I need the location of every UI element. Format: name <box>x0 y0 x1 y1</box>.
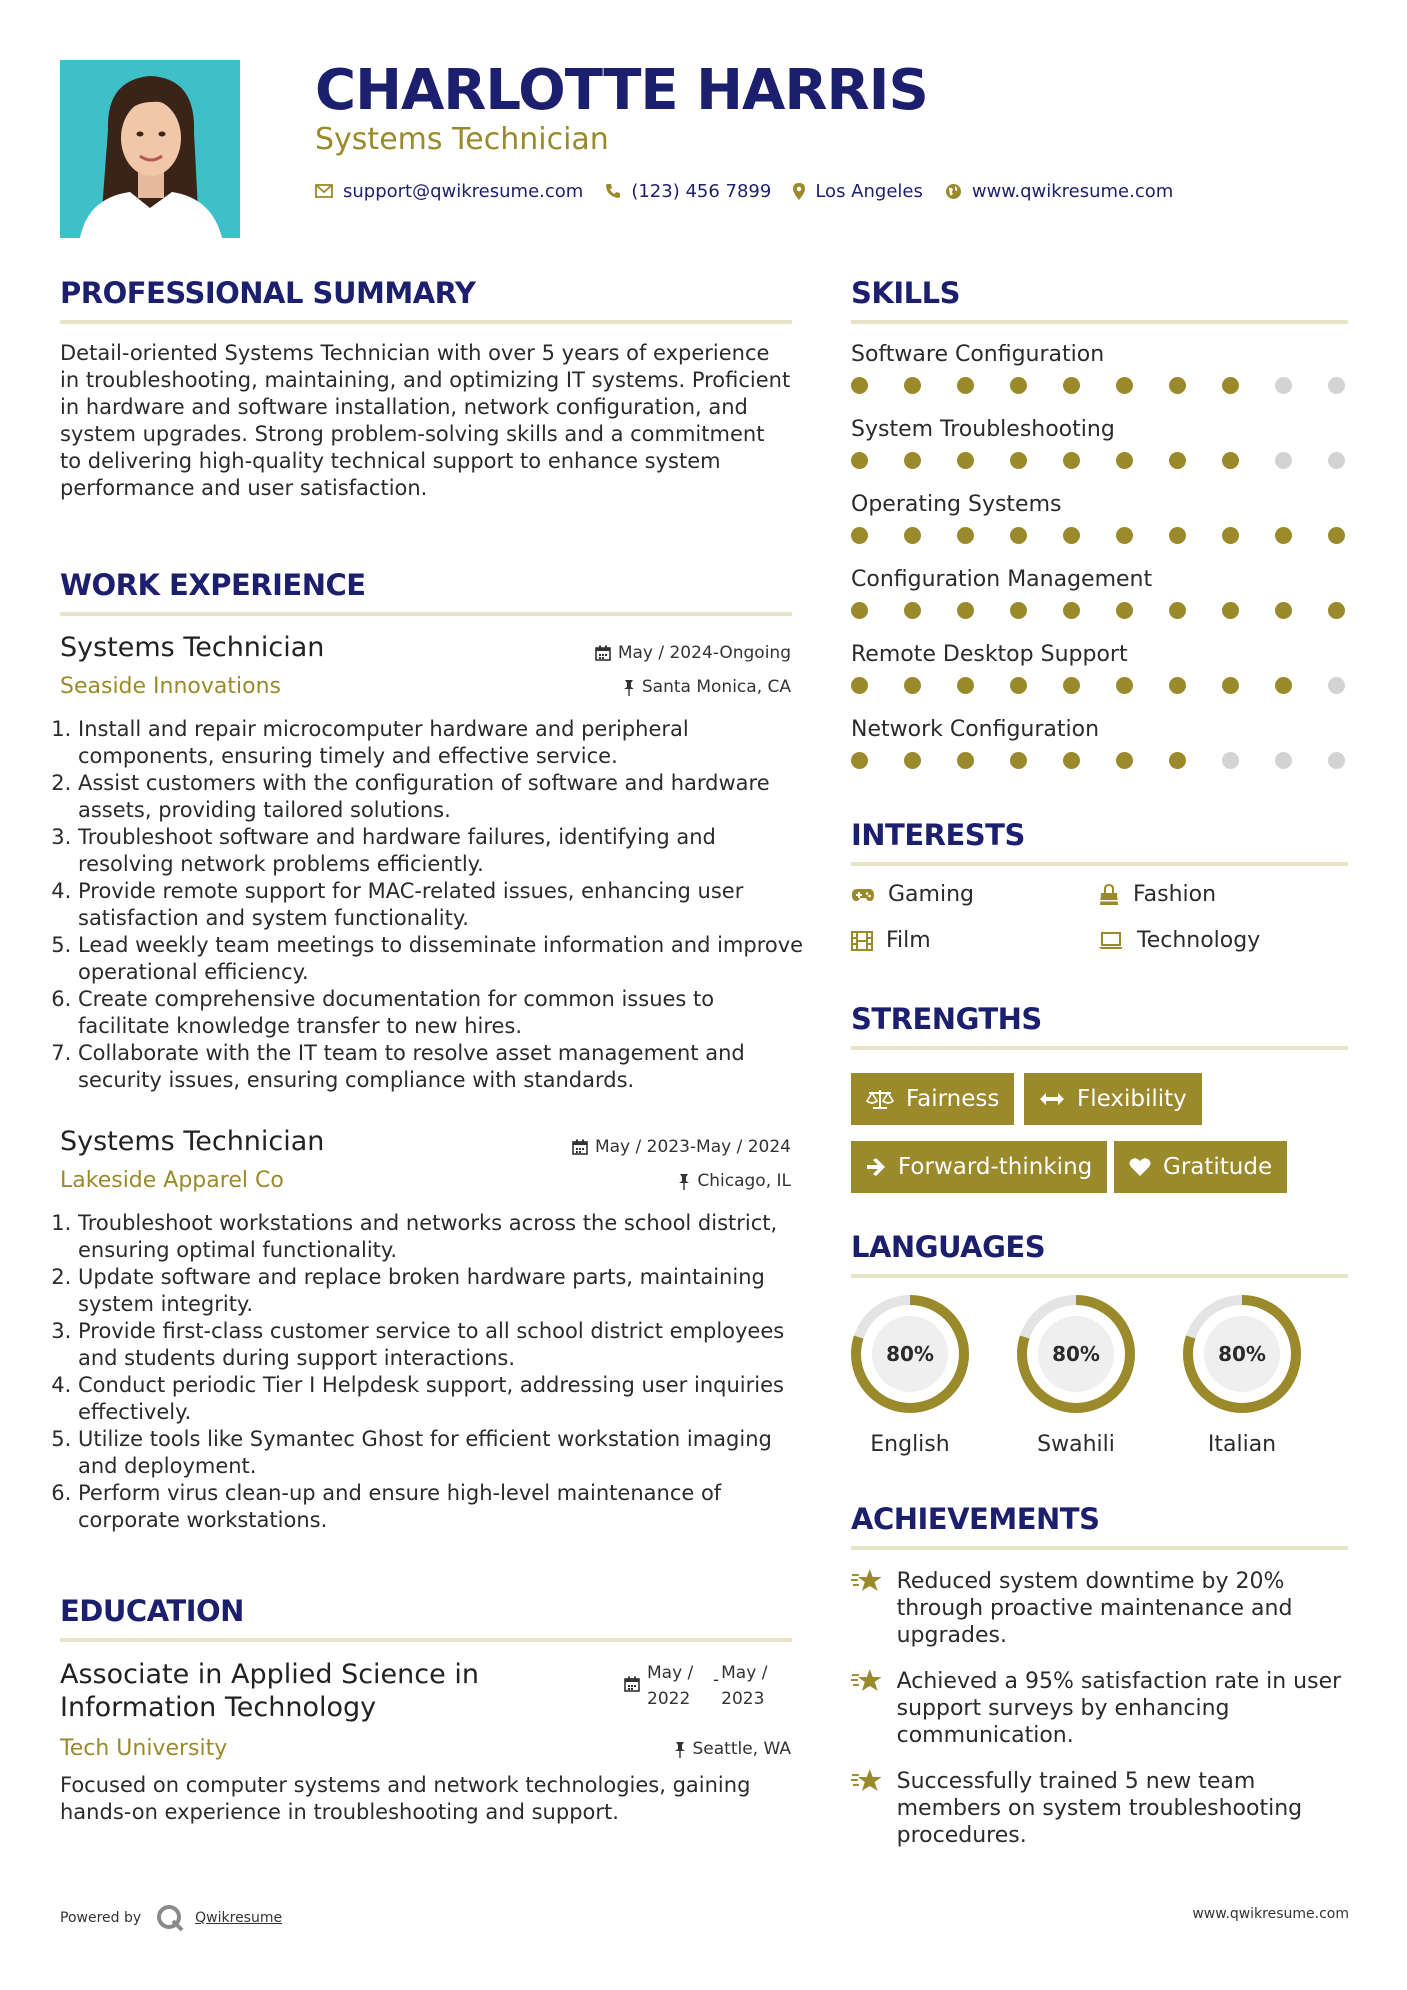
achievement-item <box>851 1668 1351 1749</box>
interest-label: Film <box>886 928 931 953</box>
job-dates-text: May / 2023-May / 2024 <box>594 1137 791 1157</box>
job-title: Systems Technician <box>60 632 325 663</box>
achievement-text: Successfully trained 5 new team members on system troubleshooting procedures. <box>896 1769 1303 1848</box>
skill-row <box>851 342 1351 395</box>
list-item: 7. Collaborate with the IT team to resolve asset management and security issues, ensuring compliance with standards. <box>78 1040 810 1094</box>
list-item: 6. Perform virus clean-up and ensure high-level maintenance of corporate workstations. <box>78 1480 810 1534</box>
strength-label: Forward-thinking <box>898 1154 1093 1180</box>
rating-dot-filled <box>957 752 974 769</box>
rating-dot-empty <box>1328 377 1345 394</box>
arrow-right-icon <box>866 1158 886 1176</box>
education-location <box>674 1739 792 1759</box>
achievements-divider <box>851 1546 1348 1550</box>
list-item: 3. Provide first-class customer service to all school district employees and students during support interactions. <box>78 1318 810 1372</box>
interest-fashion <box>1098 882 1216 907</box>
skill-label: Software Configuration <box>851 342 1105 367</box>
rating-dot-filled <box>851 752 868 769</box>
gamepad-icon <box>851 887 875 903</box>
language-percent-label: 80% <box>886 1342 934 1366</box>
interests-heading: INTERESTS <box>851 818 1025 852</box>
interest-label: Technology <box>1137 928 1261 953</box>
interest-label: Gaming <box>888 882 974 907</box>
education-date-end: May / 2023 <box>721 1663 768 1709</box>
skill-label: Configuration Management <box>851 567 1153 592</box>
rating-dot-filled <box>851 602 868 619</box>
rating-dot-filled <box>1116 377 1133 394</box>
experience-heading: WORK EXPERIENCE <box>60 568 366 602</box>
rating-dot-filled <box>904 602 921 619</box>
strength-label: Flexibility <box>1077 1086 1187 1112</box>
rating-dot-filled <box>1063 752 1080 769</box>
skills-divider <box>851 320 1348 324</box>
rating-dot-filled <box>1116 452 1133 469</box>
skills-heading: SKILLS <box>851 276 960 310</box>
education-date-separator: - <box>713 1670 720 1690</box>
language-percent-label: 80% <box>1218 1342 1266 1366</box>
achievement-item <box>851 1568 1351 1649</box>
skill-label: Remote Desktop Support <box>851 642 1128 667</box>
strength-badge <box>1114 1141 1287 1193</box>
education-heading: EDUCATION <box>60 1594 244 1628</box>
skill-rating <box>851 602 1351 620</box>
job-location <box>678 1171 791 1191</box>
rating-dot-filled <box>1010 452 1027 469</box>
language-name: English <box>870 1432 950 1457</box>
rating-dot-filled <box>1169 677 1186 694</box>
globe-icon <box>945 183 962 200</box>
interest-label: Fashion <box>1133 882 1217 907</box>
education-location-text: Seattle, WA <box>692 1739 791 1759</box>
achievement-text: Reduced system downtime by 20% through proactive maintenance and upgrades. <box>896 1569 1293 1648</box>
qwikresume-logo-icon <box>155 1903 185 1933</box>
interest-technology <box>1098 928 1260 953</box>
interests-divider <box>851 862 1348 866</box>
job-dates <box>572 1137 791 1157</box>
rating-dot-filled <box>957 602 974 619</box>
rating-dot-filled <box>851 527 868 544</box>
job-company: Seaside Innovations <box>60 674 281 699</box>
rating-dot-filled <box>904 527 921 544</box>
list-item: 1. Troubleshoot workstations and networks across the school district, ensuring optimal functionality. <box>78 1210 810 1264</box>
rating-dot-filled <box>904 752 921 769</box>
job-dates-text: May / 2024-Ongoing <box>617 643 791 663</box>
skill-row <box>851 492 1351 545</box>
degree-title: Associate in Applied Science in Information Technology <box>60 1659 479 1723</box>
rating-dot-filled <box>1010 527 1027 544</box>
rating-dot-filled <box>851 677 868 694</box>
rating-dot-filled <box>904 377 921 394</box>
rating-dot-filled <box>1222 677 1239 694</box>
skill-rating <box>851 452 1351 470</box>
rating-dot-filled <box>1010 377 1027 394</box>
languages-divider <box>851 1274 1348 1278</box>
skill-rating <box>851 752 1351 770</box>
skill-label: Operating Systems <box>851 492 1062 517</box>
calendar-icon <box>572 1139 588 1155</box>
rating-dot-filled <box>851 452 868 469</box>
contact-bar <box>315 178 1195 204</box>
strength-label: Gratitude <box>1163 1154 1273 1180</box>
star-award-icon <box>851 1668 883 1694</box>
shopping-bag-icon <box>1098 884 1120 906</box>
education-description: Focused on computer systems and network technologies, gaining hands-on experience in troubleshooting and support. <box>60 1773 751 1824</box>
rating-dot-filled <box>957 527 974 544</box>
candidate-name: CHARLOTTE HARRIS <box>315 58 928 123</box>
job-location-text: Chicago, IL <box>697 1171 791 1191</box>
powered-by-label: Powered by <box>60 1910 142 1926</box>
candidate-title: Systems Technician <box>315 122 609 157</box>
star-award-icon <box>851 1768 883 1794</box>
rating-dot-filled <box>1063 527 1080 544</box>
rating-dot-filled <box>1116 677 1133 694</box>
rating-dot-filled <box>851 377 868 394</box>
rating-dot-filled <box>1222 377 1239 394</box>
skill-row <box>851 642 1351 695</box>
rating-dot-empty <box>1328 752 1345 769</box>
interest-gaming <box>851 882 974 907</box>
summary-divider <box>60 320 792 324</box>
rating-dot-filled <box>1222 452 1239 469</box>
rating-dot-empty <box>1222 752 1239 769</box>
list-item: 2. Assist customers with the configuration of software and hardware assets, providing tailored solutions. <box>78 770 810 824</box>
rating-dot-empty <box>1275 452 1292 469</box>
rating-dot-filled <box>1063 677 1080 694</box>
laptop-icon <box>1098 932 1124 950</box>
rating-dot-filled <box>1010 602 1027 619</box>
education-dates <box>624 1660 781 1712</box>
list-item: 4. Provide remote support for MAC-related issues, enhancing user satisfaction and system functionality. <box>78 878 810 932</box>
rating-dot-filled <box>1169 377 1186 394</box>
language-proficiency-ring <box>1180 1292 1304 1416</box>
qwikresume-link[interactable]: Qwikresume <box>195 1910 283 1926</box>
rating-dot-filled <box>1169 602 1186 619</box>
rating-dot-filled <box>957 377 974 394</box>
strengths-divider <box>851 1046 1348 1050</box>
language-percent-label: 80% <box>1052 1342 1100 1366</box>
rating-dot-filled <box>1116 527 1133 544</box>
strengths-heading: STRENGTHS <box>851 1002 1042 1036</box>
interest-film <box>851 928 931 953</box>
list-item: 3. Troubleshoot software and hardware failures, identifying and resolving network problems efficiently. <box>78 824 810 878</box>
strength-label: Fairness <box>906 1086 1000 1112</box>
contact-location: Los Angeles <box>815 180 923 202</box>
rating-dot-filled <box>1275 527 1292 544</box>
rating-dot-filled <box>1169 752 1186 769</box>
rating-dot-filled <box>904 452 921 469</box>
heart-icon <box>1129 1157 1151 1177</box>
rating-dot-filled <box>1169 452 1186 469</box>
rating-dot-filled <box>1328 527 1345 544</box>
list-item: 4. Conduct periodic Tier I Helpdesk support, addressing user inquiries effectively. <box>78 1372 810 1426</box>
pin-icon <box>674 1741 686 1758</box>
star-award-icon <box>851 1568 883 1594</box>
rating-dot-filled <box>957 452 974 469</box>
rating-dot-filled <box>1328 602 1345 619</box>
list-item: 1. Install and repair microcomputer hardware and peripheral components, ensuring timely and effective service. <box>78 716 810 770</box>
skill-row <box>851 417 1351 470</box>
skill-row <box>851 717 1351 770</box>
strength-badge <box>851 1141 1107 1193</box>
strength-badge <box>1024 1073 1202 1125</box>
skill-rating <box>851 527 1351 545</box>
rating-dot-filled <box>1116 602 1133 619</box>
experience-divider <box>60 612 792 616</box>
pin-icon <box>623 679 635 696</box>
skill-row <box>851 567 1351 620</box>
languages-heading: LANGUAGES <box>851 1230 1046 1264</box>
summary-heading: PROFESSIONAL SUMMARY <box>60 276 476 310</box>
calendar-icon <box>624 1676 640 1692</box>
rating-dot-filled <box>1169 527 1186 544</box>
rating-dot-empty <box>1328 677 1345 694</box>
pin-icon <box>678 1173 690 1190</box>
contact-website[interactable]: www.qwikresume.com <box>971 180 1174 202</box>
list-item: 6. Create comprehensive documentation for common issues to facilitate knowledge transfer to new hires. <box>78 986 810 1040</box>
rating-dot-filled <box>904 677 921 694</box>
rating-dot-filled <box>1222 602 1239 619</box>
language-name: Swahili <box>1037 1432 1115 1457</box>
rating-dot-filled <box>1222 527 1239 544</box>
strength-badge <box>851 1073 1014 1125</box>
film-icon <box>851 931 873 951</box>
arrows-horizontal-icon <box>1039 1092 1065 1106</box>
job-dates <box>595 643 791 663</box>
list-item: 5. Utilize tools like Symantec Ghost for efficient workstation imaging and deployment. <box>78 1426 810 1480</box>
rating-dot-filled <box>1063 602 1080 619</box>
job-company: Lakeside Apparel Co <box>60 1168 284 1193</box>
map-pin-icon <box>793 183 805 200</box>
profile-photo <box>60 60 240 238</box>
achievement-item <box>851 1768 1351 1849</box>
footer-powered-by <box>60 1903 282 1933</box>
rating-dot-empty <box>1275 752 1292 769</box>
achievement-text: Achieved a 95% satisfaction rate in user support surveys by enhancing communication. <box>896 1669 1342 1748</box>
rating-dot-filled <box>1010 677 1027 694</box>
language-proficiency-ring <box>1014 1292 1138 1416</box>
job-title: Systems Technician <box>60 1126 325 1157</box>
rating-dot-filled <box>957 677 974 694</box>
rating-dot-filled <box>1010 752 1027 769</box>
skill-rating <box>851 677 1351 695</box>
phone-icon <box>605 183 621 199</box>
skill-label: System Troubleshooting <box>851 417 1115 442</box>
list-item: 2. Update software and replace broken hardware parts, maintaining system integrity. <box>78 1264 810 1318</box>
contact-phone[interactable]: (123) 456 7899 <box>631 180 772 202</box>
balance-scale-icon <box>866 1088 894 1110</box>
job-duties-list <box>60 716 810 1094</box>
footer-url[interactable]: www.qwikresume.com <box>1192 1906 1349 1922</box>
list-item: 5. Lead weekly team meetings to disseminate information and improve operational efficiency. <box>78 932 810 986</box>
language-proficiency-ring <box>848 1292 972 1416</box>
job-duties-list <box>60 1210 810 1534</box>
skill-label: Network Configuration <box>851 717 1100 742</box>
education-divider <box>60 1638 792 1642</box>
rating-dot-empty <box>1275 377 1292 394</box>
school-name: Tech University <box>60 1736 228 1761</box>
rating-dot-filled <box>1275 602 1292 619</box>
job-location-text: Santa Monica, CA <box>641 677 791 697</box>
language-item <box>1180 1292 1304 1457</box>
language-item <box>1014 1292 1138 1457</box>
rating-dot-filled <box>1275 677 1292 694</box>
summary-text: Detail-oriented Systems Technician with over 5 years of experience in troubleshooting, maintaining, and optimizing IT systems. Proficient in hardware and software installation, network configuration, and system upgrades. Strong problem-solving skills and a commitment to delivering high-quality technical support to enhance system performance and user satisfaction. <box>60 341 791 500</box>
calendar-icon <box>595 645 611 661</box>
contact-email[interactable]: support@qwikresume.com <box>343 180 584 202</box>
achievements-heading: ACHIEVEMENTS <box>851 1502 1100 1536</box>
rating-dot-filled <box>1063 377 1080 394</box>
language-item <box>848 1292 972 1457</box>
skill-rating <box>851 377 1351 395</box>
education-date-start: May / 2022 <box>647 1663 694 1709</box>
envelope-icon <box>315 184 333 198</box>
rating-dot-empty <box>1328 452 1345 469</box>
rating-dot-filled <box>1063 452 1080 469</box>
rating-dot-filled <box>1116 752 1133 769</box>
job-location <box>623 677 791 697</box>
language-name: Italian <box>1207 1432 1277 1457</box>
